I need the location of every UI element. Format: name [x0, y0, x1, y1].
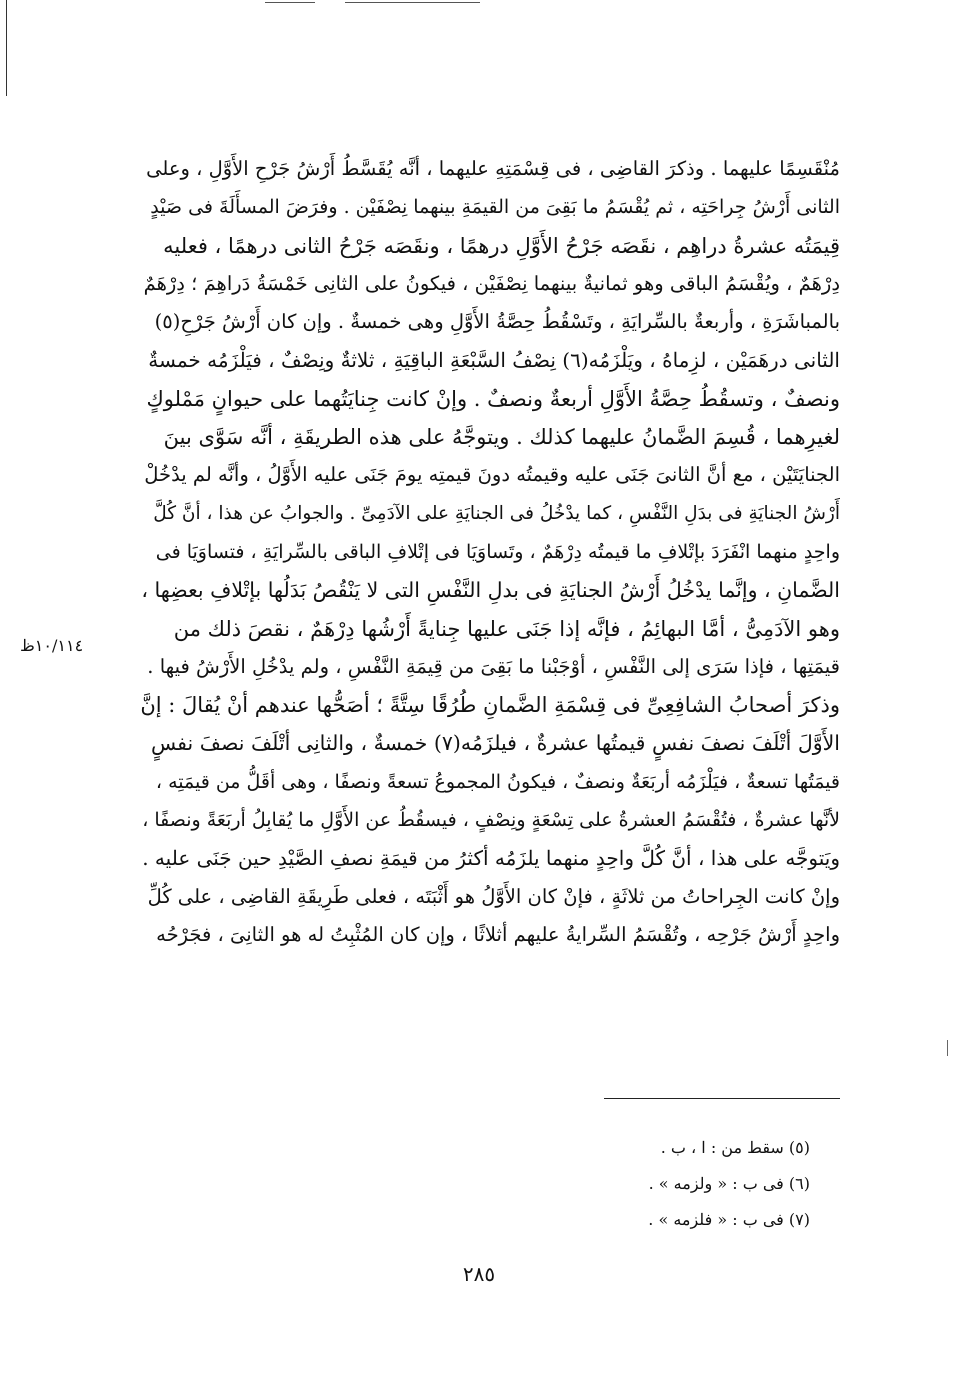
text-line: دِرْهَمٌ ، ويُقْسَمُ الباقى وهو ثمانيةٌ بينهما نِصْفَيْن ، فيكونُ على الثانِى خَمْسَةُ دَراهِمَ ؛ دِرْهَمٌ: [143, 271, 840, 295]
footnote: (٦) فى ب : « ولزمه » .: [648, 1174, 810, 1193]
text-line: ويَتوجَّه على هذا ، أنَّ كُلَّ واحِدٍ منهما يلزَمُه أكثرُ من قيمَةِ نصفِ الصَّيْدِ حين جَنَى عليه .: [142, 846, 840, 871]
text-line: الجنايَتَيْن ، مع أنَّ الثانىَ جَنَى عليه وقيمتُه دونَ قيمتِه يومَ جَنَى عليه الأَوَّلُ ، وأنَّه لم يدْخُلْ: [144, 463, 840, 487]
text-line: واحِدٍ منهما انْفَرَدَ بإتْلافِ ما قيمتُه دِرْهَمٌ ، وتَساوَيَا فى إتْلافِ الباقى بالسِّرايَةِ ، فتساوَيَا فى: [155, 540, 840, 563]
text-line: الأَوَّلَ أتْلَفَ نصفَ نفسٍ قيمتُها عشرةٌ ، فيلزَمُه(٧) خمسةٌ ، والثانِى أتْلَفَ نصفَ نفسٍ: [151, 731, 840, 756]
text-line: ونصفٌ ، وتسقُطُ حِصَّةُ الأَوَّلِ أربعةٌ ونصفٌ . وإنْ كانت جِنايَتُهما على حيوانٍ مَمْلوكٍ: [146, 386, 840, 411]
text-line: وإنْ كانت الجِراحاتُ من ثلاثَةٍ ، فإنْ كان الأَوَّلُ هو أَثْبَتَه ، فعلى طَرِيقَةِ القاضِى ، على كُلِّ: [147, 884, 840, 908]
header-rule-right: [345, 2, 480, 3]
scan-edge-mark: [947, 1040, 948, 1056]
text-line: قِيمَتُه عشرةُ دراهِم ، نقَصَه جَرْحُ الأَوَّلِ درهمًا ، ونقَصَه جَرْحُ الثانى درهمًا ، فعليه: [163, 233, 840, 258]
text-line: واحِدٍ أَرْشُ جَرْحِه ، وتُقْسَمُ السِّرايةُ عليهم أثلاثًا ، وإن كان المُثْبِتُ له هو الثانِىَ ، فجَرْحُه: [156, 922, 840, 946]
text-line: الثانى أَرْشُ جِراحَتِه ، ثم يُقْسَمُ ما بَقِىَ من القيمَةِ بينهما نِصْفَيْن . وفرَضَ المسأَلَةَ فى صَيْدٍ: [150, 196, 840, 219]
text-line: الثانى درهَمَيْن ، لزِماهُ ، ويَلْزَمُه(٦) نِصْفُ السَّبْعَةِ الباقِيَةِ ، ثلاثةٌ ونِصْفٌ ، فيَلْزَمُه خمسةٌ: [148, 348, 840, 373]
header-rule-left: [265, 2, 315, 3]
footnote: (٥) سقط من : ا ، ب .: [660, 1138, 810, 1157]
text-line: أَرْشُ الجنايَةِ فى بدَلِ النَّفْسِ ، كما يدْخُلُ فى الجنايَةِ على الآدَمِىِّ . والجوابُ عن هذا ، أنَّ كُلَّ: [153, 502, 840, 524]
text-line: لغيرِهما ، قُسِمَ الضَّمانُ عليهما كذلك . ويتوجَّهُ على هذه الطريقَةِ ، أنَّه سَوَّى بينَ: [163, 425, 840, 450]
scan-edge-line: [6, 0, 7, 96]
main-text-block: [140, 150, 840, 954]
text-line: مُنْقَسِمًا عليهما . وذكرَ القاضِى ، فى قِسْمَتِهِ عليهما ، أنَّه يُقَسَّطُ أَرْشُ جَرْحِ الأَوَّلِ ، وعلى: [146, 157, 840, 180]
footnote-separator: [604, 1098, 840, 1099]
text-line: وهو الآدَمِىُّ ، أمَّا البهائِمُ ، فإنَّه إذا جَنَى عليها جِنايةً أَرْشُها دِرْهَمٌ ، نقصَ ذلك من: [173, 616, 840, 641]
footnotes-block: [500, 1130, 810, 1238]
text-line: قيمَتُها تسعةٌ ، فيَلْزَمُه أربَعَةٌ ونصفٌ ، فيكونُ المجموعُ تسعةً ونصفًا ، وهى أقَلُّ من قيمَتِه ،: [155, 770, 840, 793]
text-line: الضَّمانِ ، وإنَّما يدْخُلُ أَرْشُ الجنايَةِ فى بدلِ النَّفْسِ التى لا يَنْقُصُ بَدَلُها بإتْلافِ بعضِها ،: [141, 578, 840, 603]
text-line: لأنَّها عشرةٌ ، فتُقْسَمُ العشرةُ على تِسْعَةٍ ونِصْفٍ ، فيسقُطُ عن الأَوَّلِ ما يُقابِلُ أربَعَةً ونصفًا ،: [142, 809, 840, 832]
text-line: بالمباشَرَةِ ، وأربعةٌ بالسِّرايَةِ ، وتَسْقُطُ حِصَّةُ الأَوَّلِ وهى خمسةٌ . وإن كان أَرْشُ جَرْحِ(٥): [154, 310, 840, 334]
page-number: ٢٨٥: [462, 1262, 496, 1286]
manuscript-folio-reference: ١٠/١١٤ظ: [20, 636, 84, 655]
text-line: قيمَتِها ، فإذا سَرَى إلى النَّفْسِ ، أوْجَبْنا ما بَقِىَ من قِيمَةِ النَّفْسِ ، ولم يدْخُلِ الأَرْشُ فيها .: [147, 654, 840, 678]
text-line: وذكرَ أصحابُ الشافِعِىِّ فى قِسْمَةِ الضَّمانِ طُرُقًا سِتَّةً ؛ أصَحُّها عندهم أنْ يُقالَ : إنَّ: [140, 693, 840, 718]
footnote: (٧) فى ب : « فلزمه » .: [648, 1210, 810, 1229]
